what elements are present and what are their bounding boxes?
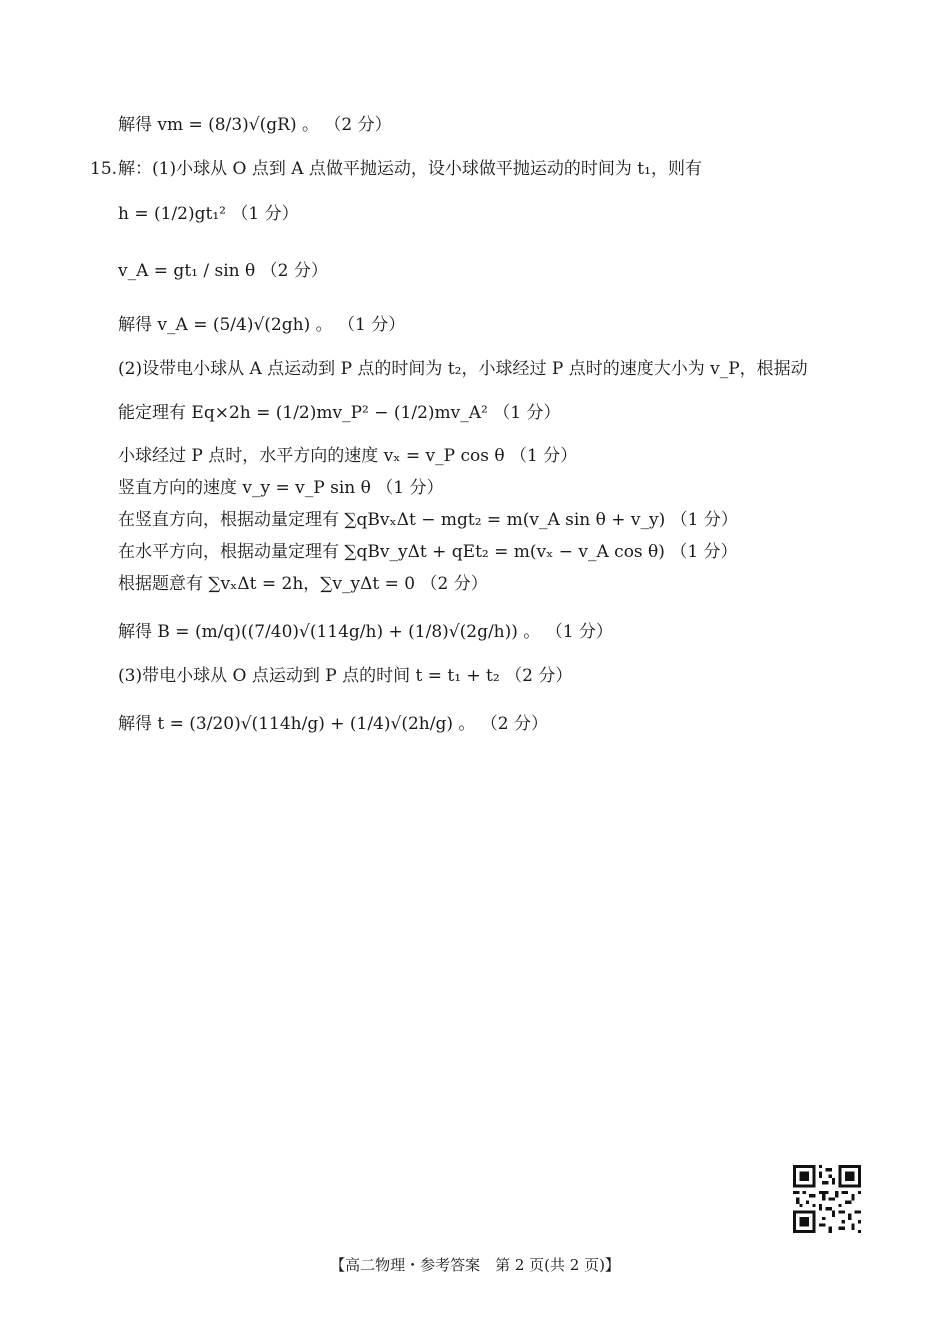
answer-line-vm: 解得 vm = (8/3)√(gR) 。 （2 分） xyxy=(118,115,392,135)
question-number: 15. xyxy=(90,159,118,179)
page-footer: 【高二物理・参考答案 第 2 页(共 2 页)】 xyxy=(330,1256,620,1274)
equation-va: v_A = gt₁ / sin θ （2 分） xyxy=(118,261,328,281)
vertical-velocity: 竖直方向的速度 v_y = v_P sin θ （1 分） xyxy=(118,478,444,498)
solution-t: 解得 t = (3/20)√(114h/g) + (1/4)√(2h/g) 。 （2 分） xyxy=(118,714,549,734)
solution-va: 解得 v_A = (5/4)√(2gh) 。 （1 分） xyxy=(118,315,406,335)
question-intro: 解：(1)小球从 O 点到 A 点做平抛运动，设小球做平抛运动的时间为 t₁，则有 xyxy=(118,159,702,179)
vertical-momentum: 在竖直方向，根据动量定理有 ∑qBvₓΔt − mgt₂ = m(v_A sin θ + v_y) （1 分） xyxy=(118,510,738,530)
equation-h: h = (1/2)gt₁² （1 分） xyxy=(118,204,299,224)
part3-time: (3)带电小球从 O 点运动到 P 点的时间 t = t₁ + t₂ （2 分） xyxy=(118,666,573,686)
energy-theorem: 能定理有 Eq×2h = (1/2)mv_P² − (1/2)mv_A² （1 分） xyxy=(118,403,561,423)
horizontal-velocity: 小球经过 P 点时，水平方向的速度 vₓ = v_P cos θ （1 分） xyxy=(118,446,578,466)
qr-code-icon xyxy=(793,1165,861,1233)
horizontal-momentum: 在水平方向，根据动量定理有 ∑qBv_yΔt + qEt₂ = m(vₓ − v_A cos θ) （1 分） xyxy=(118,542,738,562)
solution-b: 解得 B = (m/q)((7/40)√(114g/h) + (1/8)√(2g/h)) 。 （1 分） xyxy=(118,622,613,642)
sum-condition: 根据题意有 ∑vₓΔt = 2h，∑v_yΔt = 0 （2 分） xyxy=(118,574,488,594)
part2-intro: (2)设带电小球从 A 点运动到 P 点的时间为 t₂，小球经过 P 点时的速度大小为 v_P，根据动 xyxy=(118,359,808,379)
